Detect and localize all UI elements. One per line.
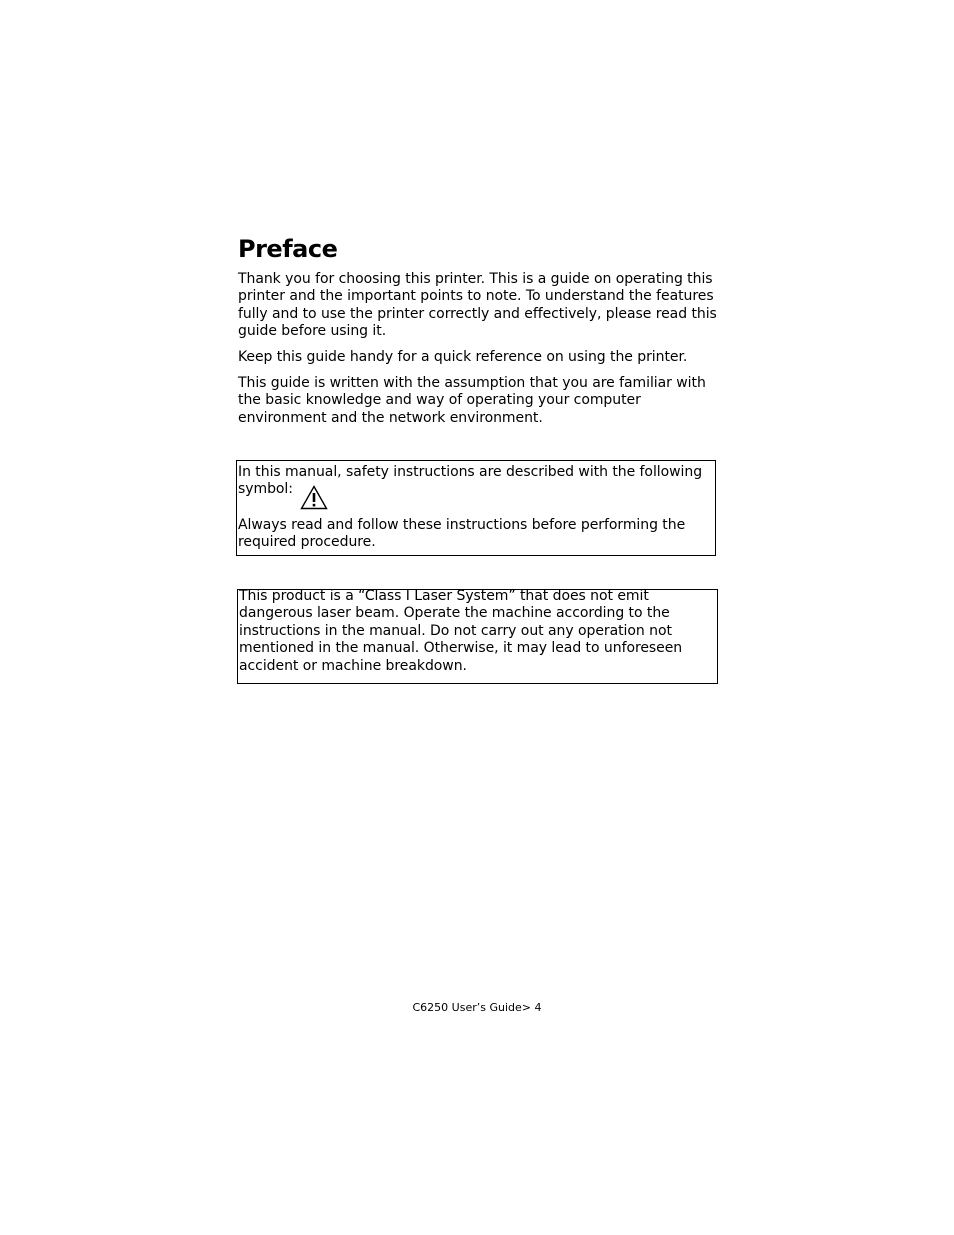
reference-paragraph: Keep this guide handy for a quick reference on using the printer. xyxy=(238,349,688,365)
page-title: Preface xyxy=(238,235,338,263)
assumption-paragraph: This guide is written with the assumption that you are familiar with the basic knowledge and way of operating your computer environment and the network environment. xyxy=(238,375,706,426)
safety-notice-box xyxy=(236,460,716,556)
intro-paragraph: Thank you for choosing this printer. This is a guide on operating this printer and the important points to note. To understand the features fully and to use the printer correctly and effectively, please read this guide before using it. xyxy=(238,271,717,340)
laser-notice-box xyxy=(237,589,718,684)
warning-triangle-icon xyxy=(300,485,328,510)
safety-instruction-text: Always read and follow these instructions before performing the required procedure. xyxy=(238,517,686,551)
page-footer: C6250 User’s Guide> 4 xyxy=(412,1001,542,1014)
laser-notice-text: This product is a “Class I Laser System” that does not emit dangerous laser beam. Operate the machine according to the instructions in the manual. Do not carry out any operation not mentioned in the manual. Otherwise, it may lead to unforeseen accident or machine breakdown. xyxy=(239,588,683,674)
safety-intro-text: In this manual, safety instructions are described with the following symbol: xyxy=(238,464,703,498)
